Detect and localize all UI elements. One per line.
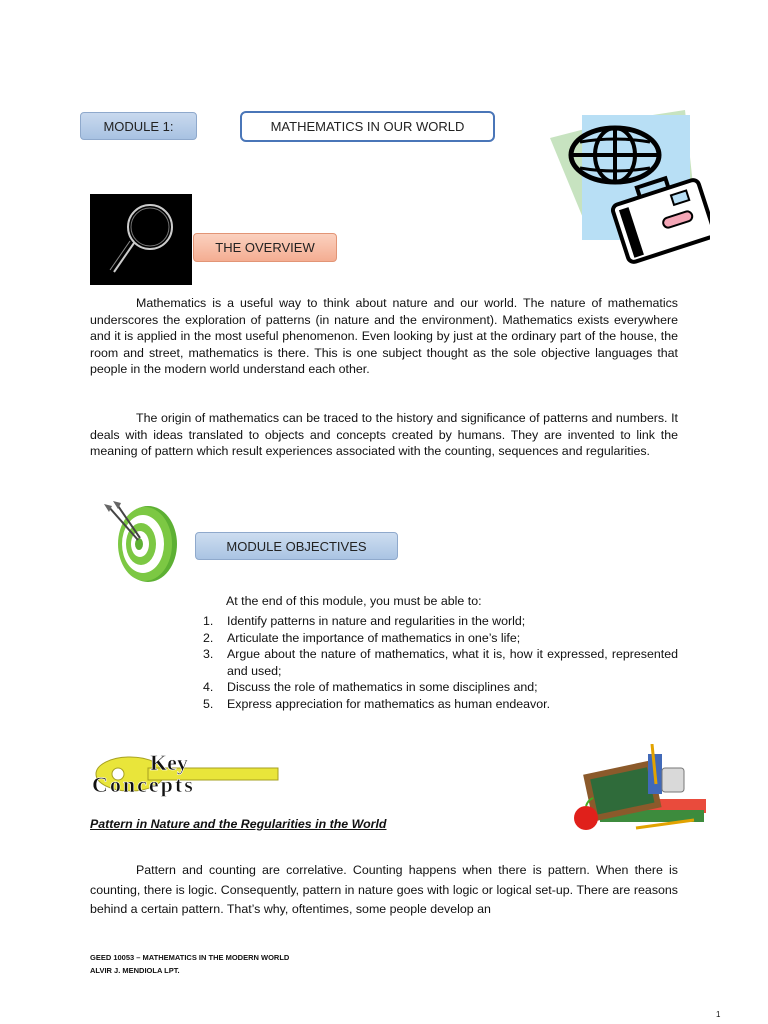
page-number: 1 bbox=[716, 1010, 721, 1019]
footer bbox=[90, 951, 289, 977]
module-label: MODULE 1: bbox=[80, 112, 197, 140]
svg-text:Concepts: Concepts bbox=[92, 772, 195, 797]
objective-item: 3. Argue about the nature of mathematics, what it is, how it expressed, represented and used; bbox=[203, 647, 678, 678]
target-icon bbox=[100, 500, 182, 586]
overview-paragraph-2: The origin of mathematics can be traced to the history and significance of patterns and numbers. It deals with ideas translated to objects and concepts created by humans. They are invented to link the meaning of pattern which result experiences associated with the counting, sequences and regularities. bbox=[90, 411, 678, 458]
objective-item: 1. Identify patterns in nature and regularities in the world; bbox=[203, 614, 526, 628]
objectives-label: MODULE OBJECTIVES bbox=[195, 532, 398, 560]
svg-text:Key: Key bbox=[150, 750, 188, 775]
section-heading: Pattern in Nature and the Regularities in the World bbox=[90, 817, 387, 831]
footer-course: GEED 10053 – MATHEMATICS IN THE MODERN WORLD bbox=[90, 953, 290, 962]
globe-suitcase-icon bbox=[550, 110, 710, 265]
objective-item: 2. Articulate the importance of mathematics in one’s life; bbox=[203, 630, 521, 645]
objectives-intro: At the end of this module, you must be able to: bbox=[226, 594, 482, 608]
key-concepts-logo bbox=[88, 748, 306, 798]
objectives-list bbox=[203, 613, 678, 712]
school-supplies-icon bbox=[566, 744, 712, 832]
magnifying-glass-icon bbox=[90, 194, 192, 285]
overview-paragraph-1: Mathematics is a useful way to think about nature and our world. The nature of mathematics underscores the exploration of patterns (in nature and the environment). Mathematics exists everywhere and it is applied in the most useful phenomenon. Even looking by just at the ordinary part of the house, the room and street, mathematics is there. This is one subject thought as the sole objective languages that people in the modern world understand each other. bbox=[90, 296, 678, 376]
objective-item: 4. Discuss the role of mathematics in some disciplines and; bbox=[203, 680, 538, 694]
module-title: MATHEMATICS IN OUR WORLD bbox=[240, 111, 495, 142]
overview-label: THE OVERVIEW bbox=[193, 233, 337, 262]
key-concepts-paragraph: Pattern and counting are correlative. Counting happens when there is pattern. When there is counting, there is logic. Consequently, pattern in nature goes with logic or logical set-up. There are reasons behind a certain pattern. That’s why, oftentimes, some people develop an bbox=[90, 863, 678, 916]
objective-item: 5. Express appreciation for mathematics as human endeavor. bbox=[203, 696, 551, 711]
footer-author: ALVIR J. MENDIOLA LPT. bbox=[90, 966, 180, 975]
